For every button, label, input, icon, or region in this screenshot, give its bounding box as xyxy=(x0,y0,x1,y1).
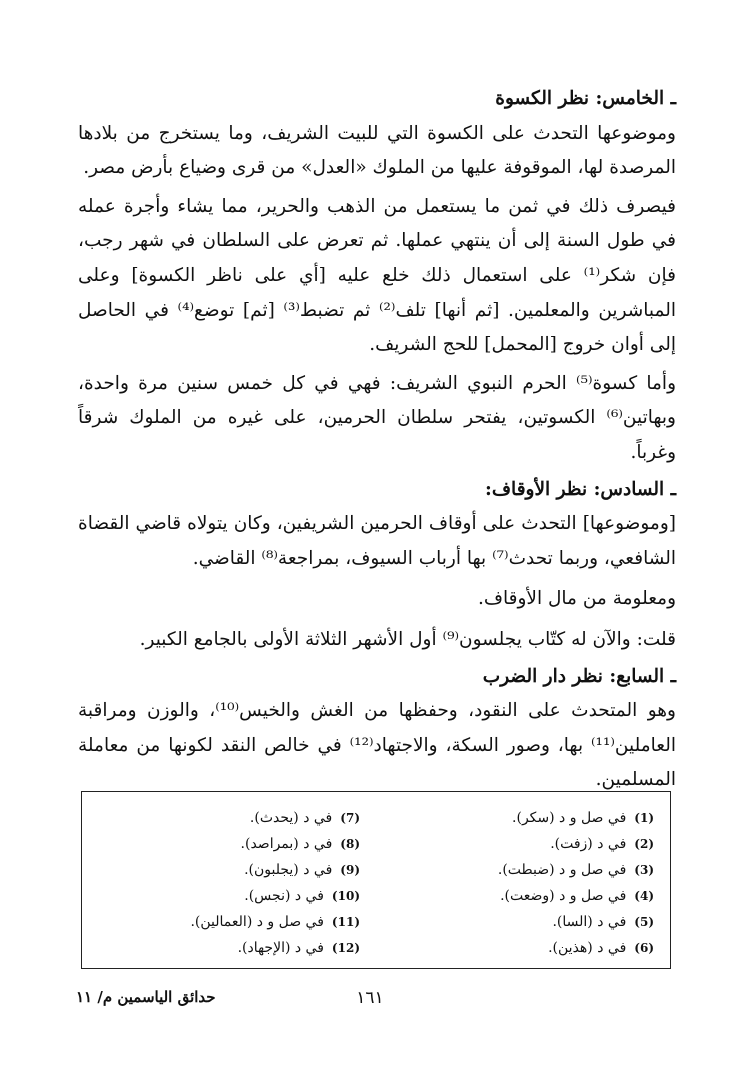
footnote-number: (5) xyxy=(634,915,654,929)
footnote-number: (12) xyxy=(331,941,360,955)
footnote-number: (9) xyxy=(340,863,360,877)
footnote-number: (6) xyxy=(634,941,654,955)
footnote-text: في صل و د (ضبطت). xyxy=(497,862,627,878)
book-title: حدائق الياسمين م/ ١١ xyxy=(76,988,216,1006)
footnote xyxy=(90,935,360,961)
paragraph: ومعلومة من مال الأوقاف. xyxy=(477,588,676,610)
footnote-number: (1) xyxy=(634,811,654,825)
paragraph: قلت: والآن له كتّاب يجلسون⁽⁹⁾ أول الأشهر الثلاثة الأولى بالجامع الكبير. xyxy=(139,628,676,650)
page-number: ١٦١ xyxy=(356,988,384,1008)
section-heading-fifth: ـ الخامس: نظر الكسوة xyxy=(495,88,676,109)
footnote-number: (3) xyxy=(634,863,654,877)
footnote-number: (2) xyxy=(634,837,654,851)
paragraph: فيصرف ذلك في ثمن ما يستعمل من الذهب والحرير، مما يشاء وأجرة عمله في طول السنة إلى أن ينتهي عملها. ثم تعرض على السلطان في شهر رجب، فإن شكر⁽¹⁾ على استعمال ذلك خلع عليه [أي على ناظر الكسوة] وعلى المباشرين والمعلمين. [ثم أنها] تلف⁽²⁾ ثم تضبط⁽³⁾ [ثم] توضع⁽⁴⁾ في الحاصل إلى أوان خروج [المحمل] للحج الشريف. xyxy=(78,195,676,356)
footnote-text: في د (زفت). xyxy=(550,836,627,852)
footnotes-column-right xyxy=(384,805,654,961)
footnote xyxy=(384,935,654,961)
footnote-number: (8) xyxy=(340,837,360,851)
footnote-number: (10) xyxy=(331,889,360,903)
paragraph: وهو المتحدث على النقود، وحفظها من الغش والخيس⁽¹⁰⁾، والوزن ومراقبة العاملين⁽¹¹⁾ بها، وصور السكة، والاجتهاد⁽¹²⁾ في خالص النقد لكونها من معاملة المسلمين. xyxy=(78,700,676,791)
footnote-text: في د (يجلبون). xyxy=(244,862,333,878)
footnote-number: (11) xyxy=(331,915,360,929)
footnote-number: (4) xyxy=(634,889,654,903)
footnotes-column-left xyxy=(90,805,360,961)
paragraph: [وموضوعها] التحدث على أوقاف الحرمين الشريفين، وكان يتولاه قاضي القضاة الشافعي، وربما تحدث⁽⁷⁾ بها أرباب السيوف، بمراجعة⁽⁸⁾ القاضي. xyxy=(78,513,676,569)
footnote-text: في صل و د (العمالين). xyxy=(190,914,324,930)
footnote xyxy=(90,857,360,883)
footnotes-box xyxy=(81,791,671,969)
section-heading-seventh: ـ السابع: نظر دار الضرب xyxy=(482,665,676,687)
footnote xyxy=(90,883,360,909)
footnote xyxy=(384,883,654,909)
paragraph: وأما كسوة⁽⁵⁾ الحرم النبوي الشريف: فهي في كل خمس سنين مرة واحدة، وبهاتين⁽⁶⁾ الكسوتين، يفتحر سلطان الحرمين، على غيره من الملوك شرقاً وغرباً. xyxy=(78,372,677,463)
footnote xyxy=(90,909,360,935)
footnote-text: في د (الإجهاد). xyxy=(237,940,324,956)
footnote-text: في د (بمراصد). xyxy=(240,836,333,852)
footnote-text: في د (السا). xyxy=(552,914,627,930)
footnote xyxy=(90,831,360,857)
footnote-text: في د (نجس). xyxy=(244,888,324,904)
footnote-text: في صل و د (وضعت). xyxy=(500,888,627,904)
paragraph: وموضوعها التحدث على الكسوة التي للبيت الشريف، وما يستخرج من بلادها المرصدة لها، الموقوفة عليها من الملوك «العدل» من قرى وضياع بأرض مصر. xyxy=(78,122,676,179)
footnote xyxy=(384,805,654,831)
footnote xyxy=(384,909,654,935)
footnote-text: في صل و د (سكر). xyxy=(512,810,627,826)
footnote xyxy=(90,805,360,831)
footnote-number: (7) xyxy=(340,811,360,825)
main-text xyxy=(78,82,676,798)
footnote xyxy=(384,857,654,883)
footnote xyxy=(384,831,654,857)
footnote-text: في د (يحدث). xyxy=(249,810,333,826)
footnote-text: في د (هذين). xyxy=(548,940,627,956)
section-heading-sixth: ـ السادس: نظر الأوقاف: xyxy=(485,478,676,500)
